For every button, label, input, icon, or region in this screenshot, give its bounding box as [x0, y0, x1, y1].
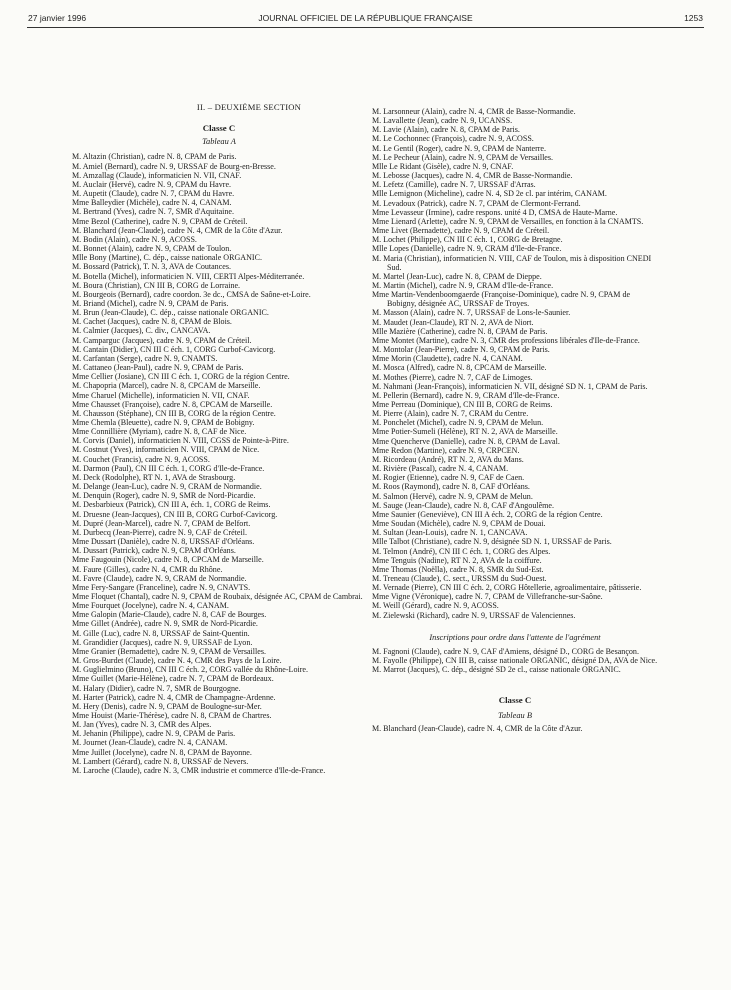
- list-item: Mme Guillet (Marie-Hélène), cadre N. 7, CPAM de Bordeaux.: [72, 674, 274, 684]
- list-item: M. Amiel (Bernard), cadre N. 9, URSSAF de Bourg-en-Bresse.: [72, 161, 276, 171]
- list-item: Mme Charuel (Michelle), informaticien N. VII, CNAF.: [72, 390, 250, 400]
- list-item: M. Le Cochonnec (François), cadre N. 9, ACOSS.: [372, 134, 534, 144]
- tableau-heading: Tableau A: [202, 137, 236, 147]
- inscriptions-heading: Inscriptions pour ordre dans l'attente de l'agrément: [429, 632, 601, 642]
- list-item: Mme Martin-Vendenboomgaerde (Françoise-Dominique), cadre N. 9, CPAM de Bobigny, désignée AC, URSSAF de Troyes.: [372, 290, 631, 309]
- list-item: M. Rivière (Pascal), cadre N. 4, CANAM.: [372, 464, 509, 474]
- list-item: M. Durbecq (Jean-Pierre), cadre N. 9, CAF de Créteil.: [72, 527, 247, 537]
- left-column: [72, 103, 366, 775]
- list-item: M. Cachet (Jacques), cadre N. 8, CPAM de Blois.: [72, 317, 232, 327]
- list-item: Mme Fery-Sangare (Franceline), cadre N. 9, CNAVTS.: [72, 582, 251, 592]
- list-item: M. Bossard (Patrick), T. N. 3, AVA de Coutances.: [72, 262, 231, 272]
- header-date: 27 janvier 1996: [28, 13, 87, 23]
- list-item: M. Larsonneur (Alain), cadre N. 4, CMR de Basse-Normandie.: [372, 107, 576, 116]
- list-item: Mme Chausset (Françoise), cadre N. 8, CPCAM de Marseille.: [72, 399, 273, 409]
- page-number: 1253: [684, 13, 703, 23]
- list-item: M. Telmon (André), CN III C éch. 1, CORG des Alpes.: [372, 546, 551, 556]
- list-item: Mme Dussart (Danièle), cadre N. 8, URSSAF d'Orléans.: [72, 537, 255, 547]
- list-item: M. Carfantan (Serge), cadre N. 9, CNAMTS.: [72, 353, 218, 363]
- list-item: Mme Lienard (Arlette), cadre N. 9, CPAM de Versailles, en fonction à la CNAMTS.: [372, 216, 644, 226]
- list-item: M. Lebosse (Jacques), cadre N. 4, CMR de Basse-Normandie.: [372, 171, 573, 181]
- list-item: M. Chapopria (Marcel), cadre N. 8, CPCAM de Marseille.: [72, 381, 261, 391]
- list-item: Mme Connillière (Myriam), cadre N. 8, CAF de Nice.: [72, 427, 247, 437]
- list-item: Mme Chemla (Bleuette), cadre N. 9, CPAM de Bobigny.: [72, 418, 255, 427]
- list-item: M. Grandidier (Jacques), cadre N. 9, URSSAF de Lyon.: [72, 637, 253, 647]
- list-item: M. Dupré (Jean-Marcel), cadre N. 7, CPAM de Belfort.: [72, 518, 251, 528]
- list-item: M. Marrot (Jacques), C. dép., désigné SD 2e cl., caisse nationale ORGANIC.: [372, 665, 621, 675]
- list-item: M. Halary (Didier), cadre N. 7, SMR de Bourgogne.: [72, 683, 241, 693]
- list-item: M. Weill (Gérard), cadre N. 9, ACOSS.: [372, 601, 499, 611]
- list-item: M. Gille (Luc), cadre N. 8, URSSAF de Saint-Quentin.: [72, 628, 250, 638]
- list-item: M. Lefetz (Camille), cadre N. 7, URSSAF d'Arras.: [372, 180, 536, 190]
- list-item: M. Harter (Patrick), cadre N. 4, CMR de Champagne-Ardenne.: [72, 692, 276, 702]
- list-item: M. Brun (Jean-Claude), C. dép., caisse nationale ORGANIC.: [72, 308, 269, 318]
- list-item: M. Masson (Alain), cadre N. 7, URSSAF de Lons-le-Saunier.: [372, 308, 571, 318]
- list-item: M. Sauge (Jean-Claude), cadre N. 8, CAF d'Angoulême.: [372, 500, 555, 510]
- list-item: M. Martel (Jean-Luc), cadre N. 8, CPAM de Dieppe.: [372, 271, 542, 281]
- list-item: M. Bodin (Alain), cadre N. 9, ACOSS.: [72, 234, 197, 244]
- list-item: M. Pierre (Alain), cadre N. 7, CRAM du Centre.: [372, 409, 529, 419]
- list-item: M. Boura (Christian), CN III B, CORG de Lorraine.: [72, 280, 241, 290]
- list-item: M. Chausson (Stéphane), CN III B, CORG de la région Centre.: [72, 408, 276, 418]
- list-item: M. Darmon (Paul), CN III C éch. 1, CORG d'Ile-de-France.: [72, 463, 265, 473]
- list-item: M. Faure (Gilles), cadre N. 4, CMR du Rhône.: [72, 564, 223, 574]
- list-item: M. Martin (Michel), cadre N. 9, CRAM d'Ile-de-France.: [372, 280, 554, 290]
- list-item: Mlle Mazière (Catherine), cadre N. 8, CPAM de Paris.: [372, 326, 548, 336]
- list-item: M. Desbarbieux (Patrick), CN III A, éch. 1, CORG de Reims.: [72, 500, 271, 510]
- list-item: Mme Cellier (Josiane), CN III C éch. 1, CORG de la région Centre.: [72, 372, 290, 382]
- list-item: Mme Tenguis (Nadine), RT N. 2, AVA de la coiffure.: [372, 555, 542, 565]
- list-item: Mme Livet (Bernadette), cadre N. 9, CPAM de Créteil.: [372, 226, 550, 236]
- list-item: M. Zielewski (Richard), cadre N. 9, URSSAF de Valenciennes.: [372, 610, 576, 620]
- list-item: Mme Levasseur (Irmine), cadre respons. unité 4 D, CMSA de Haute-Marne.: [372, 207, 618, 217]
- list-item: Mlle Le Ridant (Gisèle), cadre N. 9, CNAF.: [372, 161, 514, 171]
- tableau-heading: Tableau B: [498, 710, 532, 720]
- list-item: Mme Montet (Martine), cadre N. 3, CMR des professions libérales d'Ile-de-France.: [372, 335, 640, 345]
- list-item: M. Auclair (Hervé), cadre N. 9, CPAM du Havre.: [72, 179, 232, 189]
- list-item: M. Montolar (Jean-Pierre), cadre N. 9, CPAM de Paris.: [372, 345, 550, 355]
- list-item: M. Deck (Rodolphe), RT N. 1, AVA de Strasbourg.: [72, 472, 236, 482]
- list-item: M. Le Gentil (Roger), cadre N. 9, CPAM de Nanterre.: [372, 143, 547, 153]
- list-item: M. Druesne (Jean-Jacques), CN III B, CORG Curbof-Cavicorg.: [72, 509, 278, 519]
- list-item: M. Salmon (Hervé), cadre N. 9, CPAM de Melun.: [372, 491, 533, 501]
- list-item: M. Couchet (Francis), cadre N. 9, ACOSS.: [72, 454, 210, 464]
- list-item: Mme Faugouin (Nicole), cadre N. 8, CPCAM de Marseille.: [72, 555, 264, 565]
- list-item: M. Aupetit (Claude), cadre N. 7, CPAM du Havre.: [72, 189, 235, 199]
- list-item: M. Calmier (Jacques), C. div., CANCAVA.: [72, 326, 211, 336]
- list-item: Mme Balleydier (Michèle), cadre N. 4, CANAM.: [72, 198, 232, 208]
- header-title: JOURNAL OFFICIEL DE LA RÉPUBLIQUE FRANÇAISE: [258, 13, 473, 23]
- entry-list: [372, 724, 658, 733]
- running-header: [28, 13, 703, 27]
- list-item: M. Hery (Denis), cadre N. 9, CPAM de Boulogne-sur-Mer.: [72, 701, 262, 711]
- list-item: M. Pellerin (Bernard), cadre N. 9, CRAM d'Ile-de-France.: [372, 390, 560, 400]
- list-item: Mme Morin (Claudette), cadre N. 4, CANAM.: [372, 354, 523, 364]
- list-item: Mme Houist (Marie-Thérèse), cadre N. 8, CPAM de Chartres.: [72, 711, 272, 720]
- list-item: Mme Floquet (Chantal), cadre N. 9, CPAM de Roubaix, désignée AC, CPAM de Cambrai.: [72, 591, 363, 601]
- list-item: M. Sultan (Jean-Louis), cadre N. 1, CANCAVA.: [372, 528, 528, 538]
- list-item: Mme Perreau (Dominique), CN III B, CORG de Reims.: [372, 400, 553, 409]
- list-item: M. Mosca (Alfred), cadre N. 8, CPCAM de Marseille.: [372, 363, 547, 373]
- list-item: M. Ricordeau (André), RT N. 2, AVA du Mans.: [372, 454, 524, 464]
- list-item: Mlle Talbot (Christiane), cadre N. 9, désignée SD N. 1, URSSAF de Paris.: [372, 537, 612, 547]
- list-item: M. Corvis (Daniel), informaticien N. VIII, CGSS de Pointe-à-Pitre.: [72, 436, 289, 446]
- list-item: Mme Galopin (Marie-Claude), cadre N. 8, CAF de Bourges.: [72, 610, 267, 620]
- list-item: Mlle Lopes (Danielle), cadre N. 9, CRAM d'Ile-de-France.: [372, 244, 562, 254]
- list-item: M. Blanchard (Jean-Claude), cadre N. 4, CMR de la Côte d'Azur.: [372, 723, 583, 733]
- list-item: M. Delange (Jean-Luc), cadre N. 9, CRAM de Normandie.: [72, 482, 262, 492]
- list-item: M. Maudet (Jean-Claude), RT N. 2, AVA de Niort.: [372, 317, 534, 327]
- list-item: M. Bertrand (Yves), cadre N. 7, SMR d'Aquitaine.: [72, 207, 234, 217]
- list-item: M. Gros-Burdet (Claude), cadre N. 4, CMR des Pays de la Loire.: [72, 656, 282, 666]
- list-item: M. Roos (Raymond), cadre N. 8, CAF d'Orléans.: [372, 482, 530, 492]
- section-heading: II. – DEUXIÈME SECTION: [196, 103, 302, 112]
- list-item: M. Denquin (Roger), cadre N. 9, SMR de Nord-Picardie.: [72, 491, 256, 501]
- list-item: Mme Potier-Sumeli (Hélène), RT N. 2, AVA de Marseille.: [372, 427, 558, 437]
- list-item: M. Journet (Jean-Claude), cadre N. 4, CANAM.: [72, 738, 228, 748]
- list-item: M. Vernade (Pierre), CN III C éch. 2, CORG Hôtellerie, agroalimentaire, pâtisserie.: [372, 583, 642, 593]
- list-item: M. Bourgeois (Bernard), cadre coordon. 3e dc., CMSA de Saône-et-Loire.: [72, 289, 311, 299]
- list-item: M. Lavallette (Jean), cadre N. 9, UCANSS.: [372, 116, 513, 126]
- list-item: M. Camparguc (Jacques), cadre N. 9, CPAM de Créteil.: [72, 335, 252, 345]
- list-item: M. Cattaneo (Jean-Paul), cadre N. 9, CPAM de Paris.: [72, 363, 244, 373]
- list-item: Mme Thomas (Noëlla), cadre N. 8, SMR du Sud-Est.: [372, 564, 544, 574]
- list-item: M. Le Pecheur (Alain), cadre N. 9, CPAM de Versailles.: [372, 152, 554, 162]
- list-item: M. Laroche (Claude), cadre N. 3, CMR industrie et commerce d'Ile-de-France.: [72, 765, 326, 775]
- list-item: M. Ponchelet (Michel), cadre N. 9, CPAM de Melun.: [372, 418, 544, 428]
- list-item: M. Fayolle (Philippe), CN III B, caisse nationale ORGANIC, désigné DA, AVA de Nice.: [372, 656, 658, 666]
- list-item: M. Treneau (Claude), C. sect., URSSM du Sud-Ouest.: [372, 573, 547, 583]
- list-item: M. Costnut (Yves), informaticien N. VIII, CPAM de Nice.: [72, 445, 260, 455]
- list-item: M. Amzallag (Claude), informaticien N. VII, CNAF.: [72, 170, 242, 180]
- list-item: M. Mothes (Pierre), cadre N. 7, CAF de Limoges.: [372, 372, 533, 382]
- list-item: Mme Bezol (Catherine), cadre N. 9, CPAM de Créteil.: [72, 216, 248, 226]
- list-item: Mlle Lemignon (Micheline), cadre N. 4, SD 2e cl. par intérim, CANAM.: [372, 189, 607, 199]
- list-item: Mme Quencherve (Danielle), cadre N. 8, CPAM de Laval.: [372, 436, 560, 446]
- header-rule: [27, 27, 704, 28]
- list-item: Mme Saunier (Geneviève), CN III A éch. 2, CORG de la région Centre.: [372, 509, 603, 519]
- list-item: M. Lambert (Gérard), cadre N. 8, URSSAF de Nevers.: [72, 756, 249, 766]
- classe-heading: Classe C: [498, 695, 532, 706]
- list-item: M. Altazin (Christian), cadre N. 8, CPAM de Paris.: [72, 152, 237, 162]
- list-item: Mlle Bony (Martine), C. dép., caisse nationale ORGANIC.: [72, 253, 262, 263]
- inscriptions-list: [372, 647, 658, 674]
- right-column: [372, 107, 658, 733]
- list-item: M. Botella (Michel), informaticien N. VIII, CERTI Alpes-Méditerranée.: [72, 271, 305, 281]
- list-item: M. Rogier (Etienne), cadre N. 9, CAF de Caen.: [372, 473, 525, 483]
- list-item: M. Dussart (Patrick), cadre N. 9, CPAM d'Orléans.: [72, 546, 236, 556]
- list-item: Mme Redon (Martine), cadre N. 9, CRPCEN.: [372, 445, 520, 455]
- list-item: Mme Juillet (Jocelyne), cadre N. 8, CPAM de Bayonne.: [72, 747, 252, 757]
- list-item: Mme Granier (Bernadette), cadre N. 9, CPAM de Versailles.: [72, 646, 266, 656]
- list-item: M. Maria (Christian), informaticien N. VIII, CAF de Toulon, mis à disposition CNEDI Sud.: [372, 253, 652, 272]
- list-item: Mme Gillet (Andrée), cadre N. 9, SMR de Nord-Picardie.: [72, 619, 258, 629]
- list-item: M. Favre (Claude), cadre N. 9, CRAM de Normandie.: [72, 573, 247, 583]
- list-item: M. Briand (Michel), cadre N. 9, CPAM de Paris.: [72, 298, 229, 308]
- list-item: Mme Fourquet (Jocelyne), cadre N. 4, CANAM.: [72, 601, 229, 611]
- list-item: M. Guglielmino (Bruno), CN III C éch. 2, CORG vallée du Rhône-Loire.: [72, 665, 308, 675]
- list-item: M. Cantain (Didier), CN III C éch. 1, CORG Curbof-Cavicorg.: [72, 344, 276, 354]
- list-item: Mme Vigne (Véronique), cadre N. 7, CPAM de Villefranche-sur-Saône.: [372, 592, 603, 602]
- entry-list: [72, 152, 366, 775]
- list-item: M. Bonnet (Alain), cadre N. 9, CPAM de Toulon.: [72, 244, 232, 254]
- classe-heading: Classe C: [202, 123, 236, 134]
- list-item: M. Lavie (Alain), cadre N. 8, CPAM de Paris.: [372, 125, 520, 135]
- list-item: M. Fagnoni (Claude), cadre N. 9, CAF d'Amiens, désigné D., CORG de Besançon.: [372, 646, 639, 656]
- entry-list: [372, 107, 658, 620]
- list-item: M. Jan (Yves), cadre N. 3, CMR des Alpes.: [72, 720, 212, 730]
- list-item: M. Levadoux (Patrick), cadre N. 7, CPAM de Clermont-Ferrand.: [372, 198, 581, 208]
- list-item: M. Jehanin (Philippe), cadre N. 9, CPAM de Paris.: [72, 729, 236, 739]
- list-item: M. Lochet (Philippe), CN III C éch. 1, CORG de Bretagne.: [372, 235, 563, 245]
- list-item: M. Nahmani (Jean-François), informaticien N. VII, désigné SD N. 1, CPAM de Paris.: [372, 381, 648, 391]
- list-item: M. Blanchard (Jean-Claude), cadre N. 4, CMR de la Côte d'Azur.: [72, 225, 283, 235]
- list-item: Mme Soudan (Michèle), cadre N. 9, CPAM de Douai.: [372, 519, 546, 529]
